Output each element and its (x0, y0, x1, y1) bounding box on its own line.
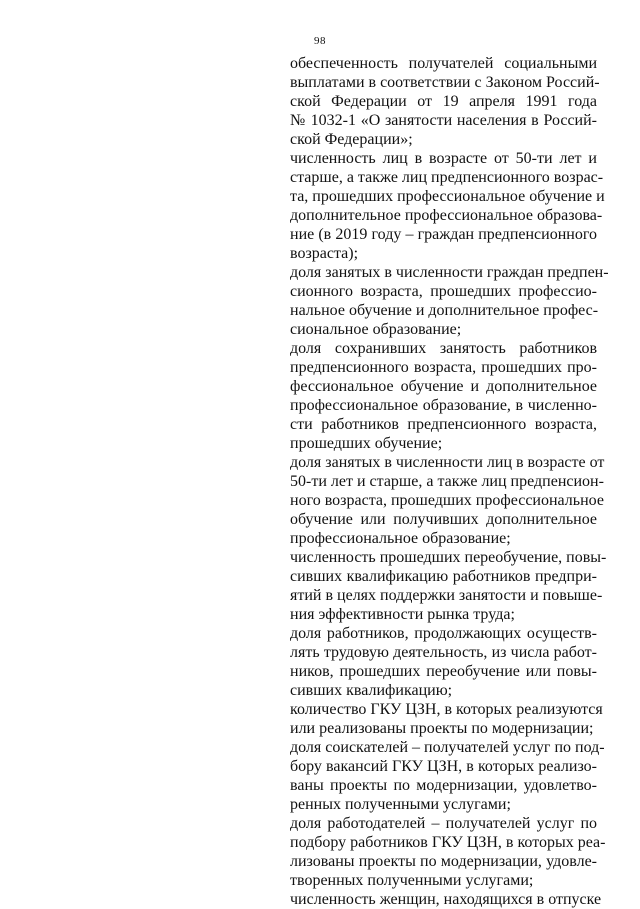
paragraph (290, 890, 602, 909)
paragraph (290, 54, 600, 149)
text-line: сиональное образование; (290, 321, 462, 338)
text-line: доля занятых в численности лиц в возрасте от (290, 454, 605, 471)
text-line: сивших квалификацию работников предпри- (290, 568, 597, 585)
text-line: доля работников, продолжающих осуществ- (290, 625, 597, 642)
paragraph (290, 339, 597, 453)
text-line: доля соискателей – получателей услуг по под- (290, 739, 605, 756)
paragraph (290, 263, 609, 339)
text-line: ской Федерации»; (290, 131, 413, 148)
text-line: ного возраста, прошедших профессиональное (290, 492, 604, 509)
text-line: доля занятых в численности граждан предпен- (290, 264, 609, 281)
text-line: сти работников предпенсионного возраста, (290, 416, 597, 433)
paragraph (290, 548, 607, 624)
text-line: профессиональное образование; (290, 530, 511, 547)
text-line: обучение или получивших дополнительное (290, 511, 597, 528)
text-line: выплатами в соответствии с Законом Россий- (290, 74, 600, 91)
paragraph (290, 453, 605, 548)
text-line: прошедших обучение; (290, 435, 443, 452)
text-line: численность прошедших переобучение, повы- (290, 549, 607, 566)
document-body (290, 54, 609, 909)
text-line: 50-ти лет и старше, а также лиц предпенсион- (290, 473, 604, 490)
text-line: творенных полученными услугами; (290, 872, 534, 889)
text-line: сивших квалификацию; (290, 682, 453, 699)
text-line: ния эффективности рынка труда; (290, 606, 515, 623)
paragraph (290, 738, 605, 814)
text-line: ваны проекты по модернизации, удовлетво- (290, 777, 597, 794)
text-line: обеспеченность получателей социальными (290, 55, 597, 72)
text-line: фессиональное обучение и дополнительное (290, 378, 597, 395)
text-line: ятий в целях поддержки занятости и повыше- (290, 587, 603, 604)
text-line: лизованы проекты по модернизации, удовле- (290, 853, 597, 870)
text-line: сионного возраста, прошедших профессио- (290, 283, 597, 300)
text-line: численность лиц в возрасте от 50-ти лет и (290, 150, 597, 167)
text-line: доля работодателей – получателей услуг по (290, 815, 597, 832)
paragraph (290, 700, 603, 738)
text-line: старше, а также лиц предпенсионного возрас- (290, 169, 604, 186)
page-number: 98 (314, 35, 326, 47)
text-line: возраста); (290, 245, 359, 262)
paragraph (290, 624, 597, 700)
text-line: предпенсионного возраста, прошедших про- (290, 359, 597, 376)
text-line: нальное обучение и дополнительное профес- (290, 302, 599, 319)
text-line: лять трудовую деятельность, из числа работ- (290, 644, 597, 661)
paragraph (290, 814, 606, 890)
text-line: бору вакансий ГКУ ЦЗН, в которых реализо- (290, 758, 597, 775)
text-line: дополнительное профессиональное образова- (290, 207, 603, 224)
text-line: или реализованы проекты по модернизации; (290, 720, 594, 737)
paragraph (290, 149, 605, 263)
text-line: доля сохранивших занятость работников (290, 340, 597, 357)
text-line: ние (в 2019 году – граждан предпенсионного (290, 226, 597, 243)
text-line: численность женщин, находящихся в отпуске (290, 891, 602, 908)
text-line: количество ГКУ ЦЗН, в которых реализуются (290, 701, 603, 718)
text-line: ников, прошедших переобучение или повы- (290, 663, 597, 680)
text-line: та, прошедших профессиональное обучение и (290, 188, 605, 205)
text-line: подбору работников ГКУ ЦЗН, в которых реа- (290, 834, 606, 851)
text-line: профессиональное образование, в численно- (290, 397, 597, 414)
text-line: ской Федерации от 19 апреля 1991 года (290, 93, 597, 110)
text-line: № 1032-1 «О занятости населения в Россий- (290, 112, 597, 129)
text-line: ренных полученными услугами; (290, 796, 511, 813)
